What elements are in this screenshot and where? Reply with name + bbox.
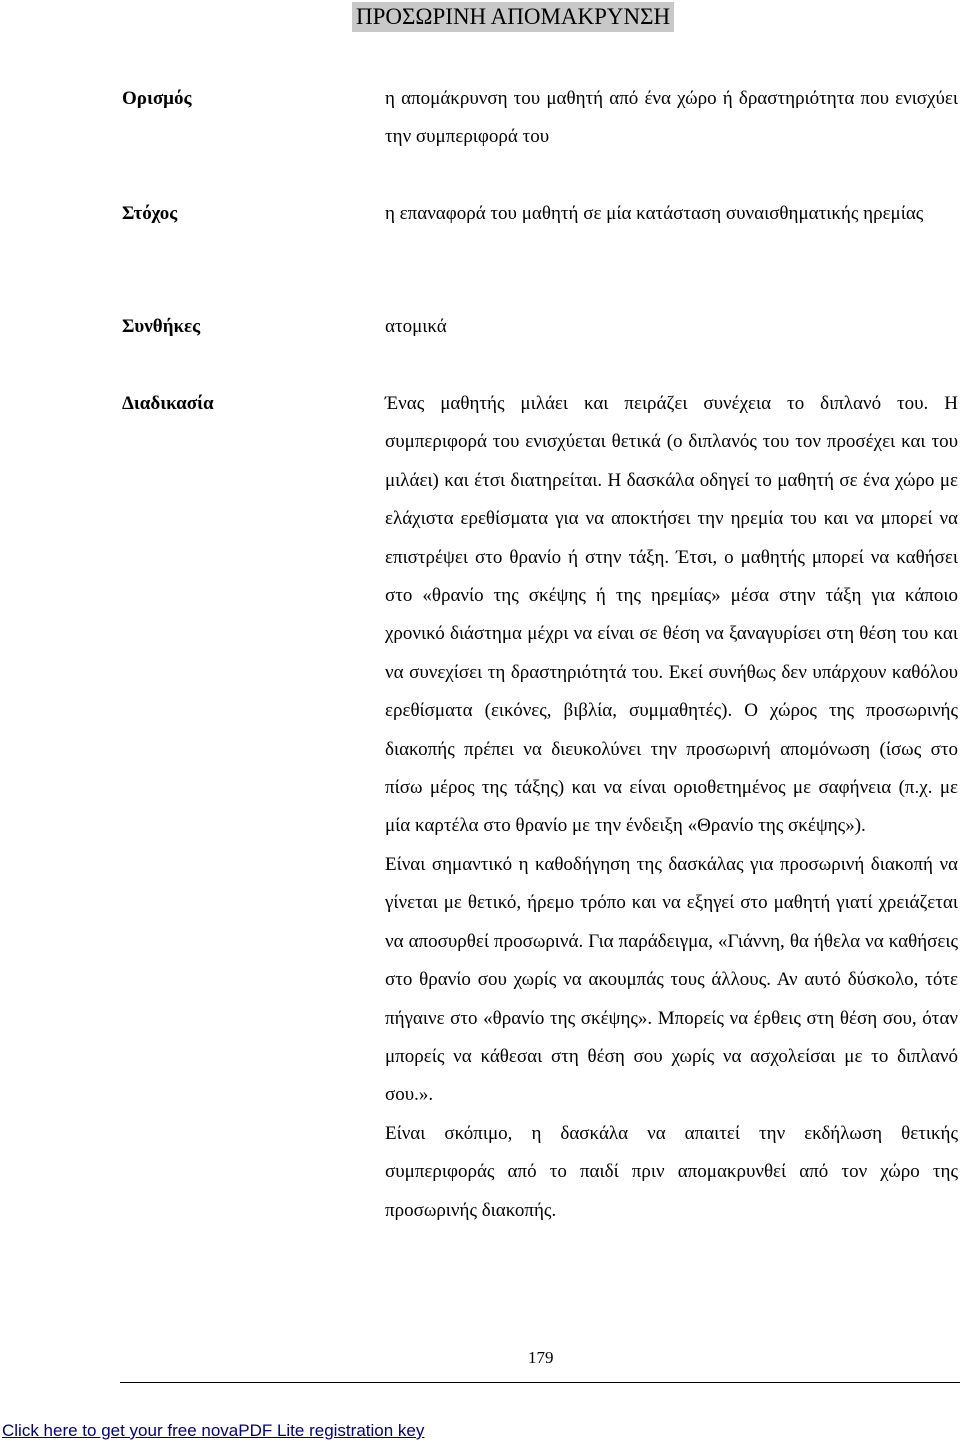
definition-label: Ορισμός: [122, 88, 192, 109]
goal-text: η επαναφορά του μαθητή σε μία κατάσταση συναισθηματικής ηρεμίας: [385, 203, 924, 224]
procedure-label: Διαδικασία: [122, 393, 214, 414]
page-title: ΠΡΟΣΩΡΙΝΗ ΑΠΟΜΑΚΡΥΝΣΗ: [352, 2, 674, 32]
goal-label: Στόχος: [122, 203, 178, 224]
page-number: 179: [528, 1348, 554, 1367]
conditions-text: ατομικά: [385, 316, 447, 337]
procedure-paragraph: Είναι σημαντικό η καθοδήγηση της δασκάλας για προσωρινή διακοπή να γίνεται με θετικό, ήρεμο τρόπο και να εξηγεί στο μαθητή γιατί χρειάζεται να αποσυρθεί προσωρινά. Για παράδειγμα, «Γιάννη, θα ήθελα να καθήσεις στο θρανίο σου χωρίς να ακουμπάς τους άλλους. Αν αυτό δύσκολο, τότε πήγαινε στο «θρανίο της σκέψης». Μπορείς να έρθεις στη θέση σου, όταν μπορείς να κάθεσαι στη θέση σου χωρίς να ασχολείσαι με το διπλανό σου.».: [385, 853, 958, 1106]
conditions-label: Συνθήκες: [122, 316, 201, 337]
definition-text: η απομάκρυνση του μαθητή από ένα χώρο ή δραστηριότητα που ενισχύει την συμπεριφορά του: [385, 88, 958, 148]
registration-link[interactable]: Click here to get your free novaPDF Lite registration key: [2, 1421, 425, 1440]
footer-divider: [120, 1382, 960, 1383]
procedure-paragraph: Είναι σκόπιμο, η δασκάλα να απαιτεί την εκδήλωση θετικής συμπεριφοράς από το παιδί πριν απομακρυνθεί από τον χώρο της προσωρινής διακοπής.: [385, 1122, 958, 1221]
procedure-text: [385, 385, 958, 1230]
procedure-paragraph: Ένας μαθητής μιλάει και πειράζει συνέχεια το διπλανό του. Η συμπεριφορά του ενισχύεται θετικά (ο διπλανός του τον προσέχει και του μιλάει) και έτσι διατηρείται. Η δασκάλα οδηγεί το μαθητή σε ένα χώρο με ελάχιστα ερεθίσματα για να αποκτήσει την ηρεμία του και να μπορεί να επιστρέψει στο θρανίο ή στην τάξη. Έτσι, ο μαθητής μπορεί να καθήσει στο «θρανίο της σκέψης ή της ηρεμίας» μέσα στην τάξη για κάποιο χρονικό διάστημα μέχρι να είναι σε θέση να ξαναγυρίσει στη θέση του και να συνεχίσει τη δραστηριότητά του. Εκεί συνήθως δεν υπάρχουν καθόλου ερεθίσματα (εικόνες, βιβλία, συμμαθητές). Ο χώρος της προσωρινής διακοπής πρέπει να διευκολύνει την προσωρινή απομόνωση (ίσως στο πίσω μέρος της τάξης) και να είναι οριοθετημένος με σαφήνεια (π.χ. με μία καρτέλα στο θρανίο με την ένδειξη «Θρανίο της σκέψης»).: [385, 393, 958, 837]
